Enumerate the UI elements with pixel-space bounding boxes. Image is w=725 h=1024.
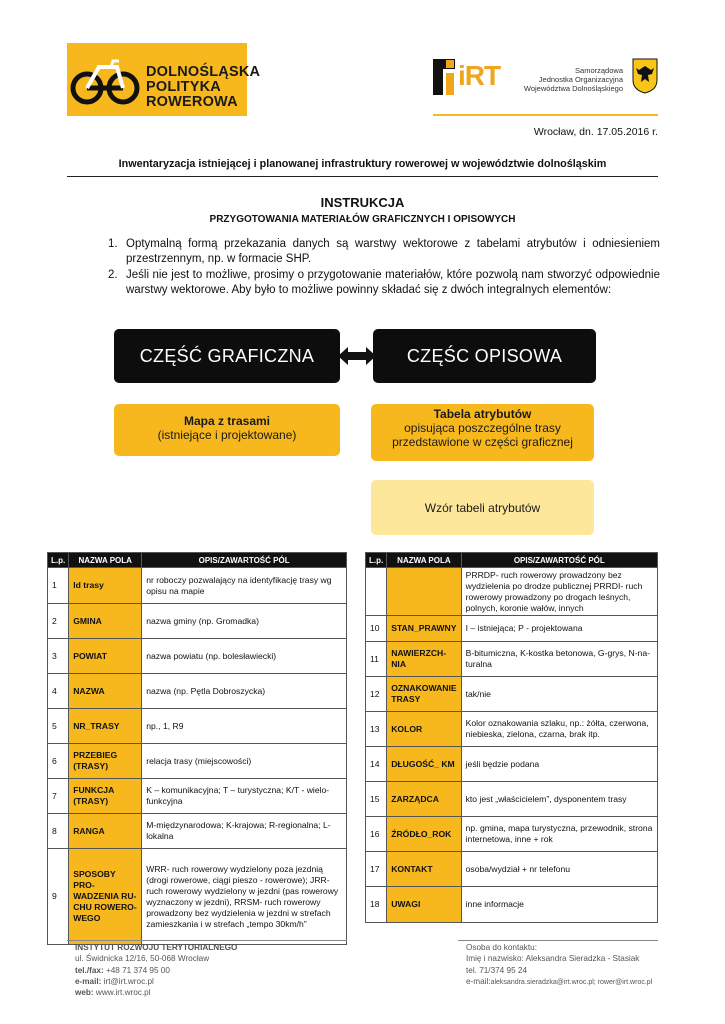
cell-desc: WRR- ruch rowerowy wydzielony poza jezdnią (drogi rowerowe, ciągi pieszo - rowerowe); JRR-ruch rowerowy wydzielony w jezdni (pas rowerowy wyznaczony w jezdni), RRSM- ruch rowerowy prowadzony bez wydzielenia w jezdni w strefach zamieszkania i w strefach „tempo 30km/h” (142, 849, 347, 945)
cell-lp: 1 (48, 568, 69, 604)
cell-field: FUNKCJA (TRASY) (69, 779, 142, 814)
cell-field: PRZEBIEG (TRASY) (69, 744, 142, 779)
cell-field: DŁUGOŚĆ_ KM (387, 747, 461, 782)
cell-field: ZARZĄDCA (387, 782, 461, 817)
cell-desc: nazwa (np. Pętla Dobroszycka) (142, 674, 347, 709)
footer-divider-left (67, 940, 347, 941)
title-divider (67, 176, 658, 177)
cell-lp: 9 (48, 849, 69, 945)
template-box (371, 480, 594, 535)
footer-institution (75, 942, 237, 998)
table-row (48, 814, 347, 849)
document-title: Inwentaryzacja istniejącej i planowanej infrastruktury rowerowej w województwie dolnośląskim (118, 158, 607, 170)
irt-desc-line: Województwa Dolnośląskiego (523, 83, 623, 93)
cell-field: Id trasy (69, 568, 142, 604)
column-header-desc: OPIS/ZAWARTOŚĆ PÓL (461, 553, 657, 568)
column-header-field: NAZWA POLA (387, 553, 461, 568)
cell-desc: M-międzynarodowa; K-krajowa; R-regionalna; L-lokalna (142, 814, 347, 849)
table-row (366, 817, 658, 852)
table-header-row (48, 553, 347, 568)
table-row (366, 712, 658, 747)
table-row (366, 782, 658, 817)
map-box-text: (istniejące i projektowane) (157, 428, 297, 442)
cell-field: KONTAKT (387, 852, 461, 887)
contact-person: Imię i nazwisko: Aleksandra Sieradzka - Stasiak (466, 954, 640, 964)
cell-desc: PRRDP- ruch rowerowy prowadzony bez wydzielenia po drodze publicznej PRRDI- ruch rowerowy prowadzony po drogach leśnych, polnych, koronie wałów, innych (461, 568, 657, 616)
email-label: e-mail: (75, 976, 102, 986)
institution-address: ul. Świdnicka 12/16, 50-068 Wrocław (75, 954, 210, 964)
cell-field: KOLOR (387, 712, 461, 747)
phone-value: +48 71 374 95 00 (103, 965, 170, 975)
list-item (108, 268, 660, 299)
step-text: Optymalną formą przekazania danych są warstwy wektorowe z tabelami atrybutów i odniesieniem przestrzennym, np. w formacie SHP. (126, 238, 660, 266)
cell-field: GMINA (69, 604, 142, 639)
cell-field: NAWIERZCHNIA (387, 642, 461, 677)
cell-desc: inne informacje (461, 887, 657, 923)
cell-lp: 4 (48, 674, 69, 709)
attribute-box-text: opisująca poszczególne trasy (404, 421, 561, 435)
irt-description (519, 67, 623, 93)
cell-desc: I – istniejąca; P - projektowana (461, 616, 657, 642)
cell-desc: K – komunikacyjna; T – turystyczna; K/T - wielofunkcyjna (142, 779, 347, 814)
table-row (48, 709, 347, 744)
voivodeship-crest-icon (632, 58, 658, 94)
cell-lp: 14 (366, 747, 387, 782)
web-label: web: (75, 988, 94, 998)
contact-email (466, 976, 652, 988)
contact-phone: tel. 71/374 95 24 (466, 965, 528, 975)
institution-web (75, 987, 237, 998)
cell-desc: B-bitumiczna, K-kostka betonowa, G-grys, N-naturalna (461, 642, 657, 677)
table-row (366, 747, 658, 782)
footer-contact (466, 942, 652, 988)
table-row (48, 744, 347, 779)
graphic-part-label: CZĘŚĆ GRAFICZNA (139, 345, 315, 366)
cell-desc: np., 1, R9 (142, 709, 347, 744)
cell-field: NAZWA (69, 674, 142, 709)
step-text: Jeśli nie jest to możliwe, prosimy o przygotowanie materiałów, które pozwolą nam stworzyć odpowiednie warstwy wektorowe. Aby było to możliwe powinny składać się z dwóch integralnych elementów: (126, 268, 660, 296)
column-header-lp: L.p. (366, 553, 387, 568)
header-divider (433, 114, 658, 116)
table-row (366, 852, 658, 887)
cell-lp: 18 (366, 887, 387, 923)
cell-field: UWAGI (387, 887, 461, 923)
cell-lp: 7 (48, 779, 69, 814)
cell-field: OZNAKOWANIE TRASY (387, 677, 461, 712)
phone-label: tel./fax: (75, 965, 104, 975)
instruction-title: INSTRUKCJA (320, 195, 405, 210)
cell-lp: 8 (48, 814, 69, 849)
cell-lp: 10 (366, 616, 387, 642)
attribute-table-box (371, 404, 594, 461)
cell-lp: 2 (48, 604, 69, 639)
table-row (366, 642, 658, 677)
cell-lp: 11 (366, 642, 387, 677)
list-item (108, 237, 660, 268)
table-row (48, 779, 347, 814)
cell-desc: relacja trasy (miejscowości) (142, 744, 347, 779)
map-box-title: Mapa z trasami (183, 414, 271, 428)
double-arrow-icon (336, 345, 378, 367)
cell-lp: 3 (48, 639, 69, 674)
table-header-row (366, 553, 658, 568)
email-link[interactable]: irt@irt.wroc.pl (101, 976, 154, 986)
step-number: 2. (108, 268, 118, 281)
table-row (366, 677, 658, 712)
cell-lp: 5 (48, 709, 69, 744)
cell-field (387, 568, 461, 616)
graphic-part-box (114, 329, 340, 383)
footer-divider-right (458, 940, 658, 941)
cell-desc: kto jest „właścicielem”, dysponentem trasy (461, 782, 657, 817)
cell-desc: tak/nie (461, 677, 657, 712)
table-row (366, 568, 658, 616)
irt-desc-line: Jednostka Organizacyjna (538, 74, 623, 84)
cell-lp: 17 (366, 852, 387, 887)
place-date: Wrocław, dn. 17.05.2016 r. (533, 126, 658, 138)
cell-desc: jeśli będzie podana (461, 747, 657, 782)
cell-lp (366, 568, 387, 616)
irt-desc-line: Samorządowa (575, 66, 623, 75)
table-row (366, 616, 658, 642)
cell-desc: np. gmina, mapa turystyczna, przewodnik, strona internetowa, inne + rok (461, 817, 657, 852)
map-box (114, 404, 340, 456)
cell-lp: 15 (366, 782, 387, 817)
cell-lp: 12 (366, 677, 387, 712)
descriptive-part-label: CZĘŚC OPISOWA (406, 345, 563, 366)
cell-lp: 16 (366, 817, 387, 852)
template-box-label: Wzór tabeli atrybutów (424, 500, 541, 515)
cell-desc: nazwa gminy (np. Gromadka) (142, 604, 347, 639)
step-number: 1. (108, 238, 118, 250)
descriptive-part-box (373, 329, 596, 383)
table-row (366, 887, 658, 923)
column-header-field: NAZWA POLA (69, 553, 142, 568)
attribute-table-right (365, 552, 658, 923)
cell-field: NR_TRASY (69, 709, 142, 744)
attribute-box-title: Tabela atrybutów (433, 407, 532, 421)
table-row (48, 639, 347, 674)
column-header-desc: OPIS/ZAWARTOŚĆ PÓL (142, 553, 347, 568)
logo-line-3: ROWEROWA (146, 94, 238, 110)
logo-line-1: DOLNOŚLĄSKA (146, 64, 261, 80)
cell-field: POWIAT (69, 639, 142, 674)
attribute-box-text: przedstawione w części graficznej (392, 435, 573, 449)
table-row (48, 849, 347, 945)
bicycle-icon (67, 43, 145, 116)
table-row (48, 568, 347, 604)
cell-field: RANGA (69, 814, 142, 849)
web-link[interactable]: www.irt.wroc.pl (93, 988, 151, 998)
contact-email-link[interactable]: aleksandra.sieradzka@irt.wroc.pl; rower@irt.wroc.pl (490, 978, 653, 986)
instruction-subtitle: PRZYGOTOWANIA MATERIAŁÓW GRAFICZNYCH I OPISOWYCH (209, 214, 516, 225)
table-row (48, 674, 347, 709)
logo-wordmark (146, 65, 260, 110)
cell-lp: 6 (48, 744, 69, 779)
cell-field: SPOSOBY PROWADZENIA RUCHU ROWEROWEGO (69, 849, 142, 945)
contact-heading: Osoba do kontaktu: (466, 943, 538, 952)
cell-desc: osoba/wydział + nr telefonu (461, 852, 657, 887)
cell-desc: nr roboczy pozwalający na identyfikację trasy wg opisu na mapie (142, 568, 347, 604)
cell-lp: 13 (366, 712, 387, 747)
cell-desc: nazwa powiatu (np. bolesławiecki) (142, 639, 347, 674)
irt-wordmark: iRT (458, 60, 501, 91)
steps-list (108, 237, 660, 298)
cell-field: STAN_PRAWNY (387, 616, 461, 642)
institution-email (75, 976, 237, 987)
cell-field: ŹRÓDŁO_ROK (387, 817, 461, 852)
attribute-table-left (47, 552, 347, 945)
institution-phone (75, 965, 237, 976)
table-row (48, 604, 347, 639)
contact-email-label: e-mail: (466, 976, 491, 986)
cell-desc: Kolor oznakowania szlaku, np.: żółta, czerwona, niebieska, zielona, czarna, brak itp. (461, 712, 657, 747)
column-header-lp: L.p. (48, 553, 69, 568)
institution-name: INSTYTUT ROZWOJU TERYTORIALNEGO (75, 943, 238, 952)
logo-line-2: POLITYKA (146, 79, 221, 95)
